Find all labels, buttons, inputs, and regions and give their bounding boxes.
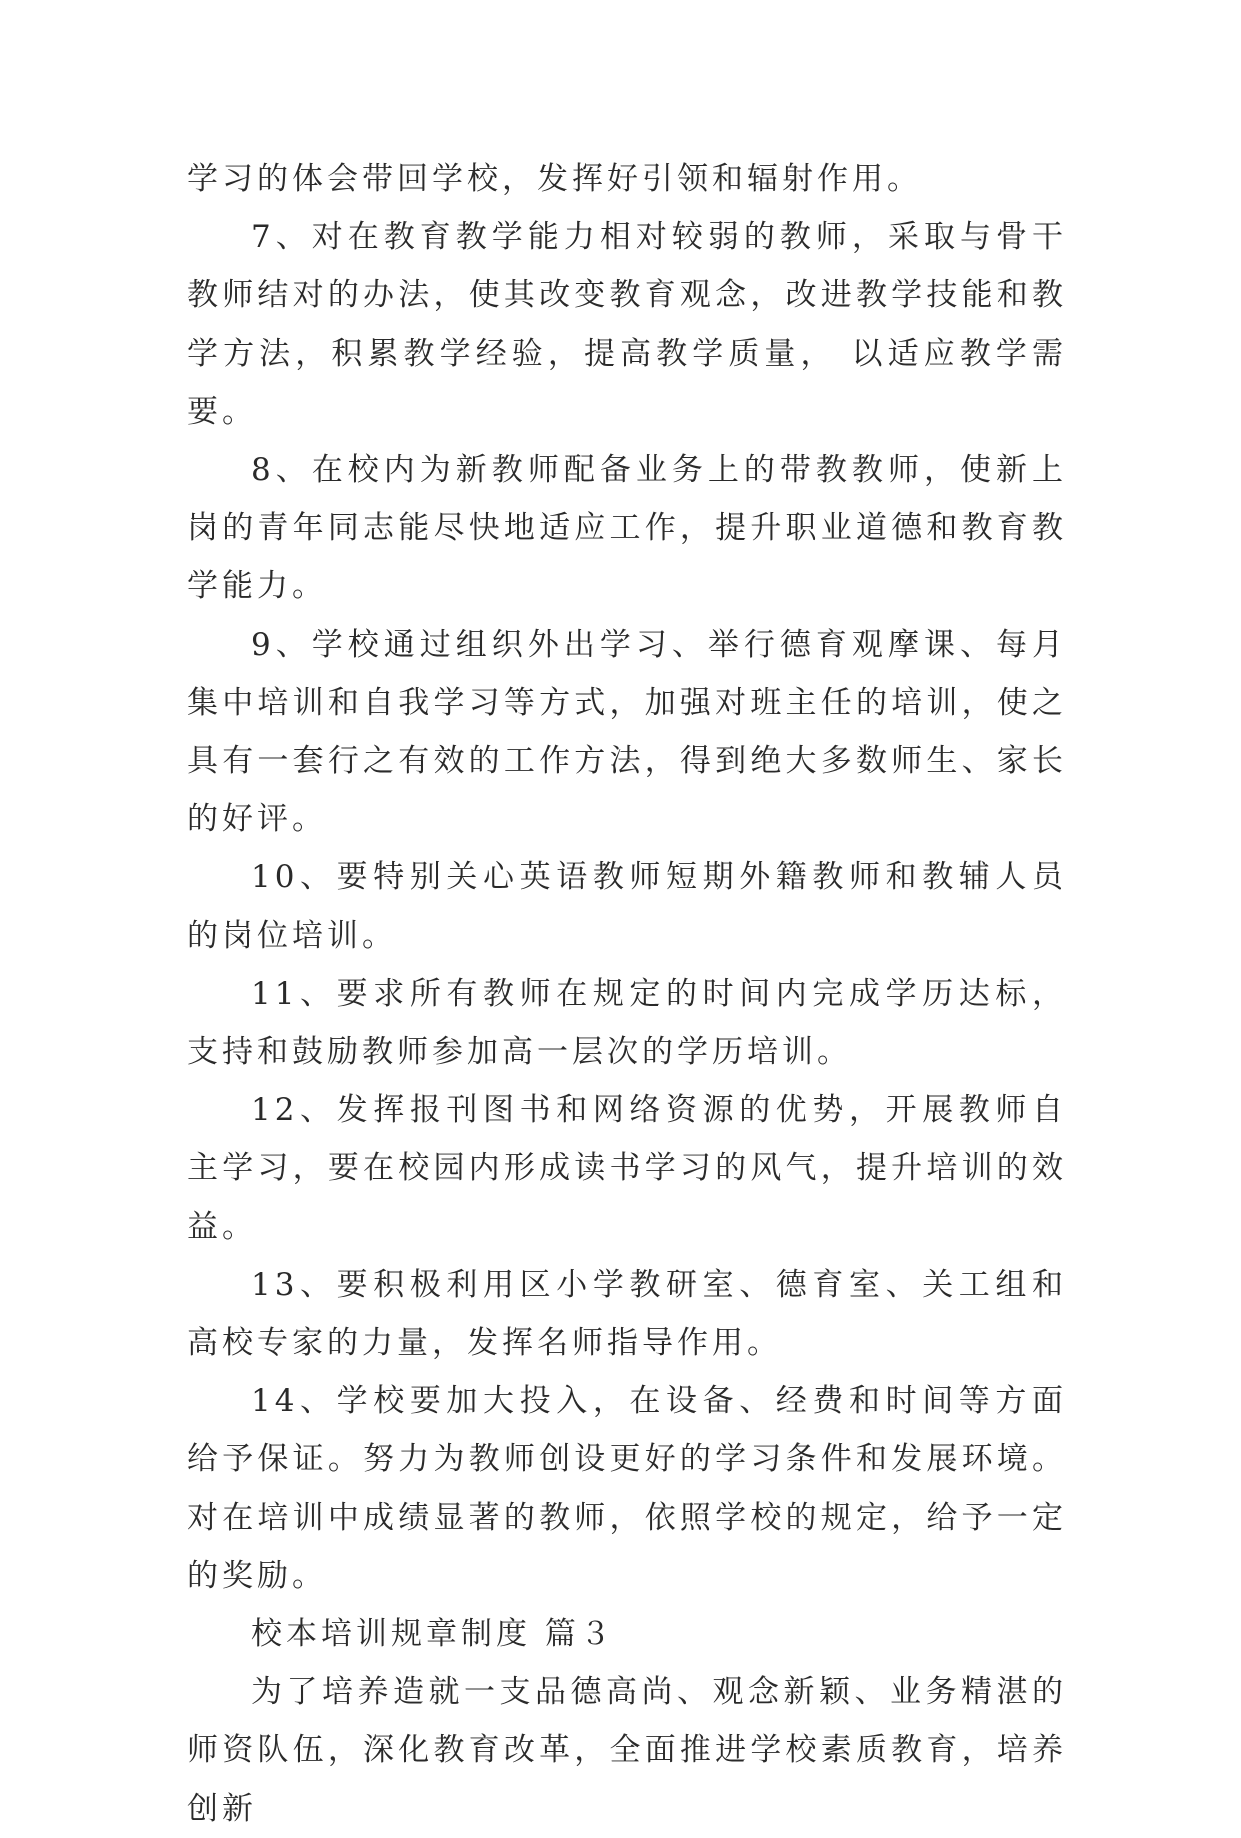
paragraph-continuation: 学习的体会带回学校，发挥好引领和辐射作用。 (187, 161, 922, 197)
paragraph-item-11: 11、要求所有教师在规定的时间内完成学历达标，支持和鼓励教师参加高一层次的学历培训。 (187, 975, 1067, 1071)
paragraph-item-13: 13、要积极利用区小学教研室、德育室、关工组和高校专家的力量，发挥名师指导作用。 (187, 1266, 1067, 1362)
paragraph-item-14: 14、学校要加大投入，在设备、经费和时间等方面给予保证。努力为教师创设更好的学习条件和发展环境。对在培训中成绩显著的教师，依照学校的规定，给予一定的奖励。 (187, 1383, 1067, 1594)
paragraph-item-7: 7、对在教育教学能力相对较弱的教师，采取与骨干教师结对的办法，使其改变教育观念，改进教学技能和教学方法，积累教学经验，提高教学质量， 以适应教学需要。 (187, 219, 1067, 430)
paragraph-intro: 为了培养造就一支品德高尚、观念新颖、业务精湛的师资队伍，深化教育改革，全面推进学校素质教育，培养创新 (187, 1674, 1067, 1827)
paragraph-item-12: 12、发挥报刊图书和网络资源的优势，开展教师自主学习，要在校园内形成读书学习的风气，提升培训的效益。 (187, 1092, 1067, 1245)
document-body (187, 150, 1067, 1838)
paragraph-item-9: 9、学校通过组织外出学习、举行德育观摩课、每月集中培训和自我学习等方式，加强对班主任的培训，使之具有一套行之有效的工作方法，得到绝大多数师生、家长的好评。 (187, 626, 1067, 838)
section-heading: 校本培训规章制度 篇３ (251, 1616, 615, 1653)
paragraph-item-10: 10、要特别关心英语教师短期外籍教师和教辅人员的岗位培训。 (187, 859, 1067, 954)
paragraph-item-8: 8、在校内为新教师配备业务上的带教教师，使新上岗的青年同志能尽快地适应工作，提升职业道德和教育教学能力。 (187, 452, 1067, 605)
